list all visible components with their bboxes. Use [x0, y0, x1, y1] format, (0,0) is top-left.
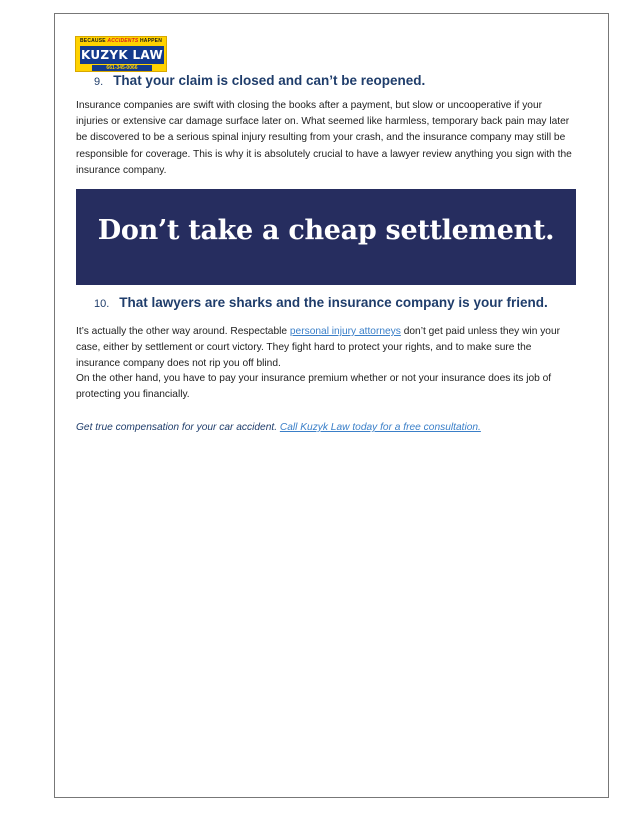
section-10-body-end: don’t get paid unless they win your case, either by settlement or court victory. They fight hard to protect your rights, and to make sure the insurance company does not rip you off blind. — [76, 326, 561, 370]
logo-name: KUZYK LAW — [80, 48, 164, 62]
section-9-number: 9. — [94, 76, 104, 88]
logo-tagline-left: BECAUSE — [79, 38, 106, 44]
free-consultation-link[interactable]: Call Kuzyk Law today for a free consultation. — [279, 422, 481, 433]
banner-text: Don’t take a cheap settlement. — [97, 215, 555, 246]
section-10-title: That lawyers are sharks and the insurance company is your friend. — [119, 295, 548, 310]
cta-text: Get true compensation for your car accident. — [76, 422, 280, 433]
logo-tagline-right: HAPPEN — [139, 38, 163, 44]
section-10-heading — [94, 295, 548, 310]
logo-tagline — [76, 38, 166, 44]
section-9-title: That your claim is closed and can’t be reopened. — [113, 73, 426, 88]
section-10-body — [76, 324, 576, 373]
section-10-body-2: On the other hand, you have to pay your insurance premium whether or not your insurance does its job of protecting you financially. — [76, 373, 552, 401]
logo-phone: 661-345-0066 — [92, 65, 152, 71]
kuzyk-law-logo — [75, 36, 167, 72]
section-9-body: Insurance companies are swift with closing the books after a payment, but slow or uncooperative if your injuries or extensive car damage surface later on. What seemed like harmless, temporary back pain may later be discovered to be a serious spinal injury resulting from your crash, and the insurance company may still be responsible for coverage. This is why it is absolutely crucial to have a lawyer review anything you sign with the insurance company. — [76, 100, 572, 176]
section-10-body-start: It’s actually the other way around. Respectable — [76, 326, 290, 337]
call-to-action — [76, 420, 576, 436]
section-10-number: 10. — [94, 298, 110, 310]
section-9-heading — [94, 73, 425, 88]
logo-tagline-mid: ACCIDENTS — [107, 38, 139, 44]
personal-injury-attorneys-link[interactable]: personal injury attorneys — [289, 326, 401, 337]
settlement-banner — [76, 189, 576, 285]
